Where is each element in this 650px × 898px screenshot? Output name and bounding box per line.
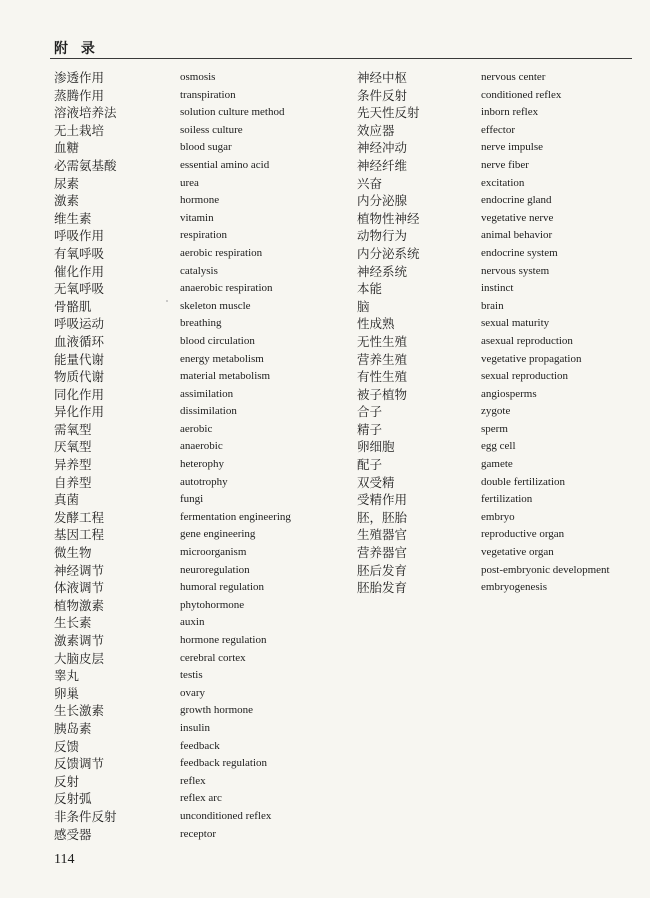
glossary-entry	[54, 438, 354, 456]
term-english: vegetative organ	[481, 546, 554, 559]
glossary-entry	[357, 87, 637, 105]
term-english: anaerobic	[180, 440, 223, 453]
glossary-entry	[54, 790, 354, 808]
term-english: blood circulation	[180, 334, 255, 347]
glossary-entry	[357, 298, 637, 316]
term-english: conditioned reflex	[481, 88, 562, 101]
glossary-entry	[54, 702, 354, 720]
term-chinese: 无氧呼吸	[54, 281, 105, 297]
term-chinese: 动物行为	[357, 228, 408, 244]
term-chinese: 营养器官	[357, 545, 408, 561]
term-chinese: 生长素	[54, 615, 92, 631]
glossary-entry	[357, 438, 637, 456]
term-chinese: 效应器	[357, 122, 395, 138]
glossary-entry	[54, 491, 354, 509]
term-english: soiless culture	[180, 123, 243, 136]
glossary-entry	[357, 263, 637, 281]
glossary-entry	[54, 544, 354, 562]
glossary-entry	[54, 562, 354, 580]
term-chinese: 激素	[54, 193, 80, 209]
glossary-entry	[54, 474, 354, 492]
term-chinese: 无土栽培	[54, 122, 105, 138]
term-english: auxin	[180, 616, 205, 629]
term-chinese: 神经系统	[357, 263, 408, 279]
glossary-entry	[357, 122, 637, 140]
term-english: vegetative nerve	[481, 211, 554, 224]
term-english: gene engineering	[180, 528, 256, 541]
term-english: effector	[481, 123, 515, 136]
term-english: dissimilation	[180, 405, 237, 418]
term-chinese: 激素调节	[54, 633, 105, 648]
term-english: solution culture method	[180, 106, 285, 119]
term-english: egg cell	[481, 440, 516, 453]
term-chinese: 需氧型	[54, 421, 92, 437]
term-chinese: 催化作用	[54, 263, 105, 279]
term-chinese: 本能	[357, 281, 383, 297]
term-english: inborn reflex	[481, 106, 539, 119]
term-english: angiosperms	[481, 387, 537, 400]
glossary-entry	[357, 474, 637, 492]
glossary-entry	[357, 157, 637, 175]
glossary-entry	[54, 773, 354, 791]
term-chinese: 自养型	[54, 474, 92, 490]
term-english: nerve impulse	[481, 141, 544, 154]
term-english: heterophy	[180, 458, 224, 471]
term-chinese: 必需氨基酸	[54, 157, 117, 173]
term-english: urea	[180, 176, 199, 189]
term-english: assimilation	[180, 387, 234, 400]
term-chinese: 渗透作用	[54, 70, 105, 85]
term-chinese: 无性生殖	[357, 333, 408, 349]
glossary-entry	[54, 280, 354, 298]
term-english: testis	[180, 669, 203, 682]
term-english: excitation	[481, 176, 525, 189]
glossary-entry	[54, 122, 354, 140]
term-english: material metabolism	[180, 370, 271, 383]
term-english: humoral regulation	[180, 581, 265, 594]
glossary-entry	[357, 210, 637, 228]
term-english: gamete	[481, 458, 513, 471]
glossary-entry	[357, 456, 637, 474]
glossary-entry	[357, 403, 637, 421]
glossary-entry	[357, 386, 637, 404]
term-chinese: 生长激素	[54, 703, 105, 719]
term-english: respiration	[180, 229, 228, 242]
glossary-entry	[54, 157, 354, 175]
term-chinese: 骨骼肌	[54, 298, 92, 314]
glossary-entry	[357, 421, 637, 439]
term-english: reproductive organ	[481, 528, 565, 541]
glossary-entry	[54, 298, 354, 316]
term-chinese: 被子植物	[357, 386, 408, 402]
term-chinese: 非条件反射	[54, 808, 117, 824]
term-english: ovary	[180, 686, 206, 699]
glossary-entry	[357, 315, 637, 333]
term-chinese: 反馈调节	[54, 756, 105, 772]
term-english: receptor	[180, 827, 217, 840]
glossary-entry	[54, 104, 354, 122]
glossary-entry	[54, 509, 354, 527]
term-chinese: 卵巢	[54, 685, 80, 701]
term-english: double fertilization	[481, 475, 565, 488]
glossary-entry	[357, 368, 637, 386]
term-chinese: 呼吸运动	[54, 316, 105, 332]
term-chinese: 呼吸作用	[54, 228, 105, 244]
glossary-entry	[357, 509, 637, 527]
glossary-entry	[54, 69, 354, 87]
term-english: aerobic	[180, 422, 213, 435]
page-number: 114	[54, 852, 75, 867]
term-english: fertilization	[481, 493, 533, 506]
term-english: energy metabolism	[180, 352, 264, 365]
term-chinese: 能量代谢	[54, 351, 105, 367]
glossary-entry	[54, 685, 354, 703]
term-chinese: 尿素	[54, 175, 80, 191]
glossary-left-column	[54, 69, 354, 843]
term-english: reflex arc	[180, 792, 222, 805]
term-chinese: 合子	[357, 404, 383, 420]
glossary-entry	[54, 192, 354, 210]
term-chinese: 真菌	[54, 492, 80, 508]
term-english: zygote	[481, 405, 511, 418]
term-chinese: 反射	[54, 773, 80, 789]
term-english: cerebral cortex	[180, 651, 246, 664]
header-rule	[50, 58, 632, 59]
term-chinese: 有氧呼吸	[54, 245, 105, 261]
glossary-entry	[54, 597, 354, 615]
term-english: sexual reproduction	[481, 370, 569, 383]
term-chinese: 神经纤维	[357, 157, 408, 173]
glossary-entry	[54, 720, 354, 738]
term-chinese: 兴奋	[357, 175, 383, 191]
glossary-entry	[54, 87, 354, 105]
term-chinese: 胚，胚胎	[357, 509, 408, 525]
glossary-entry	[357, 544, 637, 562]
glossary-entry	[54, 526, 354, 544]
term-chinese: 物质代谢	[54, 369, 105, 385]
glossary-entry	[54, 755, 354, 773]
term-chinese: 血液循环	[54, 333, 105, 349]
term-english: endocrine system	[481, 246, 558, 259]
term-english: aerobic respiration	[180, 246, 263, 259]
glossary-entry	[357, 562, 637, 580]
term-english: fermentation engineering	[180, 510, 291, 523]
glossary-entry	[54, 333, 354, 351]
term-chinese: 厌氧型	[54, 439, 92, 455]
glossary-entry	[54, 579, 354, 597]
term-english: autotrophy	[180, 475, 228, 488]
term-english: feedback regulation	[180, 757, 268, 770]
glossary-entry	[54, 245, 354, 263]
term-english: essential amino acid	[180, 158, 270, 171]
term-english: nervous system	[481, 264, 550, 277]
term-english: neuroregulation	[180, 563, 250, 576]
term-english: sexual maturity	[481, 317, 550, 330]
term-chinese: 反馈	[54, 738, 80, 754]
term-english: endocrine gland	[481, 194, 552, 207]
glossary-entry	[54, 614, 354, 632]
term-chinese: 卵细胞	[357, 439, 395, 455]
glossary-entry	[54, 210, 354, 228]
term-chinese: 生殖器官	[357, 527, 408, 543]
term-chinese: 受精作用	[357, 492, 408, 508]
term-chinese: 异化作用	[54, 404, 105, 420]
term-chinese: 溶液培养法	[54, 105, 117, 121]
term-english: sperm	[481, 422, 508, 435]
glossary-entry	[357, 69, 637, 87]
glossary-entry	[54, 456, 354, 474]
page-header-title: 附 录	[54, 41, 99, 57]
term-chinese: 性成熟	[357, 316, 395, 332]
term-chinese: 体液调节	[54, 580, 105, 596]
glossary-entry	[357, 333, 637, 351]
glossary-entry	[54, 826, 354, 844]
glossary-entry	[54, 403, 354, 421]
term-chinese: 异养型	[54, 457, 92, 473]
glossary-entry	[54, 650, 354, 668]
term-english: breathing	[180, 317, 222, 330]
term-chinese: 内分泌系统	[357, 245, 420, 261]
term-english: blood sugar	[180, 141, 232, 154]
term-english: hormone regulation	[180, 634, 267, 646]
glossary-entry	[54, 227, 354, 245]
term-chinese: 胚后发育	[357, 562, 408, 578]
term-english: vitamin	[180, 211, 214, 224]
glossary-entry	[357, 192, 637, 210]
glossary-entry	[357, 245, 637, 263]
term-chinese: 营养生殖	[357, 351, 408, 367]
term-chinese: 同化作用	[54, 386, 105, 402]
term-chinese: 神经调节	[54, 562, 105, 578]
term-english: instinct	[481, 282, 514, 295]
term-english: feedback	[180, 739, 220, 752]
glossary-entry	[357, 526, 637, 544]
term-chinese: 蒸腾作用	[54, 87, 105, 103]
term-chinese: 基因工程	[54, 527, 105, 543]
glossary-entry	[54, 315, 354, 333]
term-chinese: 脑	[357, 298, 370, 314]
glossary-right-column	[357, 69, 637, 597]
glossary-entry	[54, 667, 354, 685]
term-english: unconditioned reflex	[180, 809, 272, 822]
term-chinese: 发酵工程	[54, 509, 105, 525]
glossary-entry	[357, 351, 637, 369]
glossary-entry	[54, 263, 354, 281]
term-chinese: 双受精	[357, 474, 395, 490]
glossary-entry	[357, 579, 637, 597]
glossary-entry	[54, 421, 354, 439]
term-chinese: 胰岛素	[54, 720, 92, 736]
glossary-entry	[357, 139, 637, 157]
term-english: catalysis	[180, 264, 218, 277]
glossary-entry	[54, 175, 354, 193]
term-english: phytohormone	[180, 598, 245, 611]
term-chinese: 内分泌腺	[357, 193, 408, 209]
glossary-entry	[357, 280, 637, 298]
term-english: reflex	[180, 774, 206, 787]
term-english: nerve fiber	[481, 158, 529, 171]
glossary-entry	[54, 351, 354, 369]
term-chinese: 植物激素	[54, 597, 105, 613]
term-chinese: 微生物	[54, 545, 92, 561]
glossary-entry	[54, 368, 354, 386]
glossary-entry	[54, 386, 354, 404]
glossary-entry	[54, 632, 354, 650]
term-english: anaerobic respiration	[180, 282, 273, 295]
term-chinese: 胚胎发育	[357, 580, 408, 596]
term-english: growth hormone	[180, 704, 254, 717]
glossary-entry	[357, 175, 637, 193]
term-english: embryo	[481, 510, 515, 523]
term-english: embryogenesis	[481, 581, 547, 594]
term-chinese: 配子	[357, 457, 383, 473]
glossary-entry	[357, 491, 637, 509]
glossary-entry	[357, 104, 637, 122]
glossary-entry	[54, 139, 354, 157]
term-english: brain	[481, 299, 504, 312]
term-chinese: 精子	[357, 421, 383, 437]
term-chinese: 感受器	[54, 826, 92, 842]
term-chinese: 有性生殖	[357, 369, 408, 385]
term-english: transpiration	[180, 88, 236, 101]
glossary-entry	[357, 227, 637, 245]
term-chinese: 维生素	[54, 210, 92, 226]
term-chinese: 大脑皮层	[54, 650, 105, 666]
term-chinese: 血糖	[54, 140, 80, 156]
term-english: asexual reproduction	[481, 334, 573, 347]
term-english: microorganism	[180, 546, 247, 559]
term-chinese: 睾丸	[54, 668, 80, 684]
glossary-entry	[54, 808, 354, 826]
term-english: animal behavior	[481, 229, 553, 242]
term-english: nervous center	[481, 71, 546, 83]
term-english: hormone	[180, 194, 220, 207]
term-english: skeleton muscle	[180, 299, 251, 312]
glossary-entry	[54, 738, 354, 756]
term-chinese: 先天性反射	[357, 105, 420, 121]
term-chinese: 反射弧	[54, 791, 92, 807]
term-chinese: 神经中枢	[357, 70, 408, 85]
print-speck	[166, 300, 168, 302]
term-english: osmosis	[180, 71, 216, 83]
term-chinese: 神经冲动	[357, 140, 408, 156]
term-english: fungi	[180, 493, 204, 506]
term-chinese: 植物性神经	[357, 210, 420, 226]
term-english: vegetative propagation	[481, 352, 582, 365]
term-english: insulin	[180, 721, 210, 734]
term-english: post-embryonic development	[481, 563, 610, 576]
term-chinese: 条件反射	[357, 87, 408, 103]
